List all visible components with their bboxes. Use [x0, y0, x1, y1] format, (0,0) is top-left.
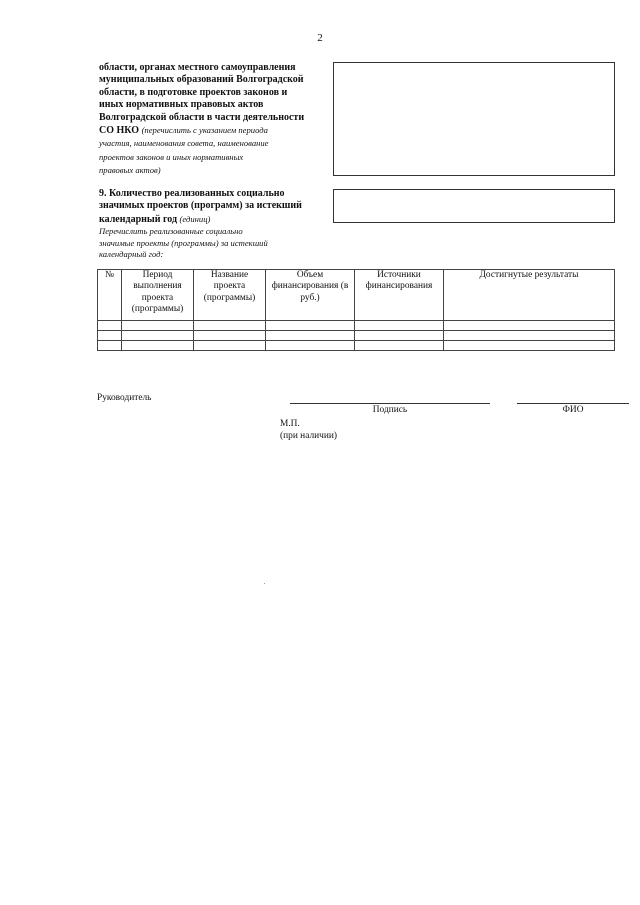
table-cell[interactable]	[266, 321, 355, 331]
header-project-name: Название проекта (программы)	[194, 270, 266, 321]
section8-input-box[interactable]	[333, 62, 615, 176]
table-header-row	[98, 270, 615, 321]
table-cell[interactable]	[194, 331, 266, 341]
section9-text	[99, 188, 331, 226]
section9-note-line: календарный год:	[99, 249, 164, 260]
section9-input-box[interactable]	[333, 189, 615, 223]
section8-title-line: области, в подготовке проектов законов и	[99, 86, 288, 98]
signature-label: Подпись	[372, 405, 408, 415]
section9-note-line: Перечислить реализованные социально	[99, 226, 243, 236]
table-cell[interactable]	[98, 321, 122, 331]
table-cell[interactable]	[444, 331, 615, 341]
section8-title-line: иных нормативных правовых актов	[99, 99, 264, 111]
signature-line[interactable]	[290, 403, 490, 404]
header-funding-sources: Источники финансирования	[355, 270, 444, 321]
table-cell[interactable]	[444, 321, 615, 331]
table-row	[98, 341, 615, 351]
table-cell[interactable]	[355, 331, 444, 341]
table-cell[interactable]	[98, 331, 122, 341]
header-number: №	[98, 270, 122, 321]
table-cell[interactable]	[122, 341, 194, 351]
projects-table	[97, 269, 615, 351]
section8-hint: правовых актов)	[99, 165, 161, 176]
section9-note-line: значимые проекты (программы) за истекший	[99, 237, 268, 248]
header-funding-amount: Объем финансирования (в руб.)	[266, 270, 355, 321]
section9-unit: (единиц)	[179, 213, 211, 224]
table-cell[interactable]	[355, 321, 444, 331]
section8-text	[99, 62, 331, 178]
scan-speck	[264, 583, 265, 584]
table-cell[interactable]	[194, 321, 266, 331]
table-cell[interactable]	[194, 341, 266, 351]
section9-title-line: 9. Количество реализованных социально	[99, 188, 285, 199]
stamp-note: (при наличии)	[280, 431, 338, 441]
section8-title-line: Волгоградской области в части деятельности	[99, 111, 305, 123]
section8-hint: участия, наименования совета, наименование	[99, 138, 269, 149]
table-cell[interactable]	[122, 331, 194, 341]
section9-title-line: календарный год	[99, 213, 178, 225]
page-number: 2	[317, 32, 323, 44]
header-results: Достигнутые результаты	[444, 270, 615, 321]
section8-hint: проектов законов и иных нормативных	[99, 151, 244, 162]
table-cell[interactable]	[444, 341, 615, 351]
table-cell[interactable]	[266, 341, 355, 351]
section9-title-line: значимых проектов (программ) за истекший	[99, 200, 302, 212]
table-cell[interactable]	[355, 341, 444, 351]
section8-title-line: области, органах местного самоуправления	[99, 62, 296, 73]
section8-title	[99, 62, 331, 178]
table-row	[98, 331, 615, 341]
table-cell[interactable]	[98, 341, 122, 351]
section9-note	[99, 226, 339, 261]
fio-label: ФИО	[562, 405, 584, 415]
table-cell[interactable]	[122, 321, 194, 331]
table-row	[98, 321, 615, 331]
fio-line[interactable]	[517, 403, 629, 404]
stamp-label: М.П.	[280, 419, 300, 429]
section8-title-line: муниципальных образований Волгоградской	[99, 74, 304, 86]
table-cell[interactable]	[266, 331, 355, 341]
section8-hint: (перечислить с указанием периода	[141, 125, 268, 136]
header-period: Период выполнения проекта (программы)	[122, 270, 194, 321]
head-label: Руководитель	[97, 393, 152, 403]
section8-title-line: СО НКО	[99, 125, 140, 137]
